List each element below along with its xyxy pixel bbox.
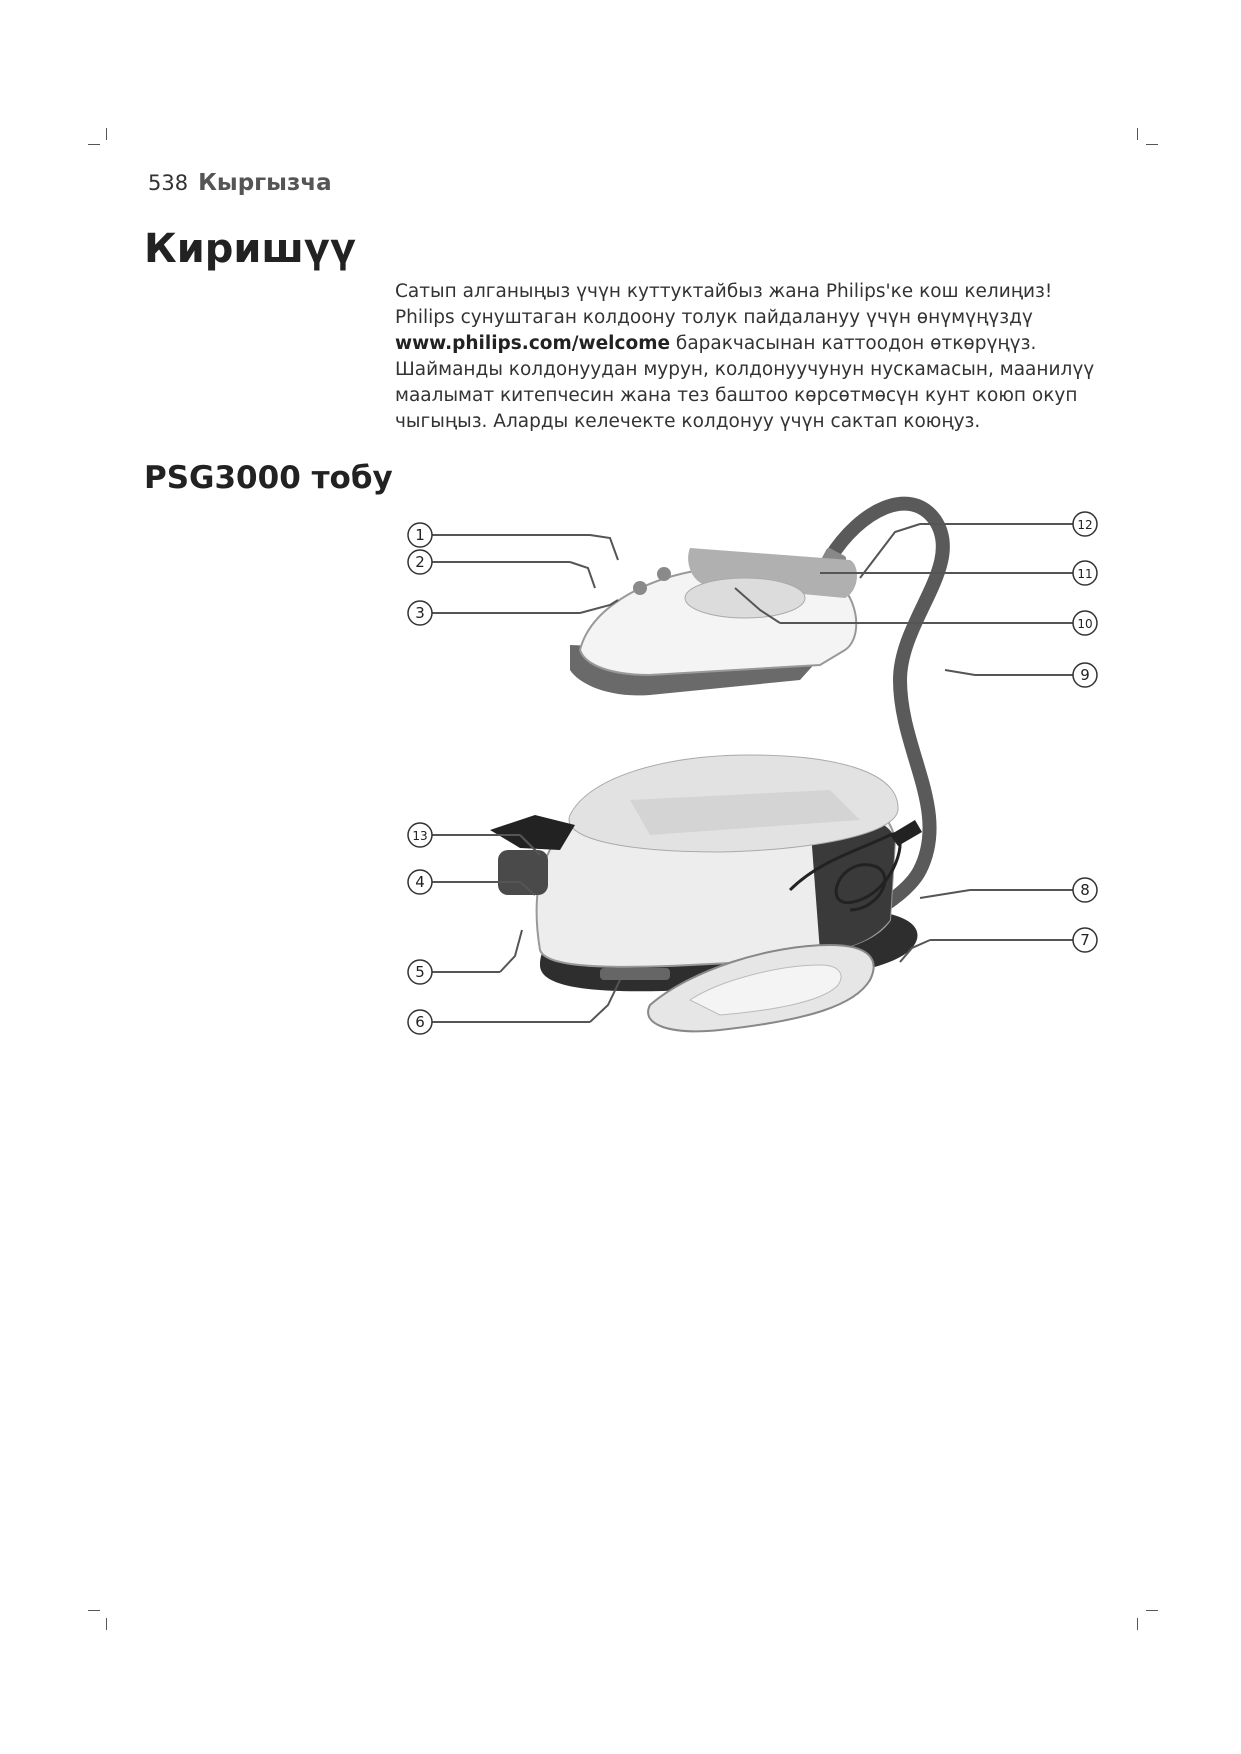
callout-label: 11 bbox=[1077, 567, 1093, 581]
crop-mark bbox=[1146, 144, 1158, 145]
base-lock-knob bbox=[490, 815, 575, 850]
crop-mark bbox=[1146, 1610, 1158, 1611]
crop-mark bbox=[1137, 1618, 1138, 1630]
page-number: 538 bbox=[148, 171, 189, 195]
callout-circles-left bbox=[408, 523, 432, 1034]
callout-label: 13 bbox=[412, 829, 428, 843]
callout-label: 10 bbox=[1077, 617, 1093, 631]
callout-label: 2 bbox=[415, 553, 425, 571]
section-heading: PSG3000 тобу bbox=[144, 460, 393, 496]
iron-button-2 bbox=[633, 581, 647, 595]
base-drawer-handle bbox=[600, 968, 670, 980]
callout-label: 6 bbox=[415, 1013, 425, 1031]
crop-mark bbox=[106, 128, 107, 140]
language-label: Кыргызча bbox=[198, 170, 332, 196]
product-illustration bbox=[390, 490, 1130, 1190]
intro-text-2: баракчасынан каттоодон өткөрүңүз. Шайманды колдонуудан мурун, колдонуучунун нускамасын, маанилүү маалымат китепчесин жана тез баштоо көрсөтмөсүн кунт коюп окуп чыгыңыз. Аларды келечекте колдонуу үчүн сактап коюңуз. bbox=[395, 333, 1095, 432]
crop-mark bbox=[106, 1618, 107, 1630]
base-water-window bbox=[498, 850, 548, 895]
page-header bbox=[148, 170, 332, 196]
callout-label: 4 bbox=[415, 873, 425, 891]
callout-label: 9 bbox=[1080, 666, 1090, 684]
intro-heading: Киришүү bbox=[144, 226, 357, 272]
callout-label: 1 bbox=[415, 526, 425, 544]
callout-label: 5 bbox=[415, 963, 425, 981]
callout-label: 3 bbox=[415, 604, 425, 622]
welcome-link[interactable]: www.philips.com/welcome bbox=[395, 333, 671, 354]
iron bbox=[570, 548, 857, 695]
callout-label: 7 bbox=[1080, 931, 1090, 949]
crop-mark bbox=[1137, 128, 1138, 140]
intro-text-1: Сатып алганыңыз үчүн куттуктайбыз жана Philips'ке кош келиңиз! Philips сунуштаган колдоону толук пайдалануу үчүн өнүмүңүздү bbox=[395, 281, 1053, 328]
callout-label: 8 bbox=[1080, 881, 1090, 899]
intro-paragraph bbox=[395, 279, 1115, 435]
crop-mark bbox=[88, 144, 100, 145]
crop-mark bbox=[88, 1610, 100, 1611]
callout-label: 12 bbox=[1077, 518, 1093, 532]
iron-button-1 bbox=[657, 567, 671, 581]
